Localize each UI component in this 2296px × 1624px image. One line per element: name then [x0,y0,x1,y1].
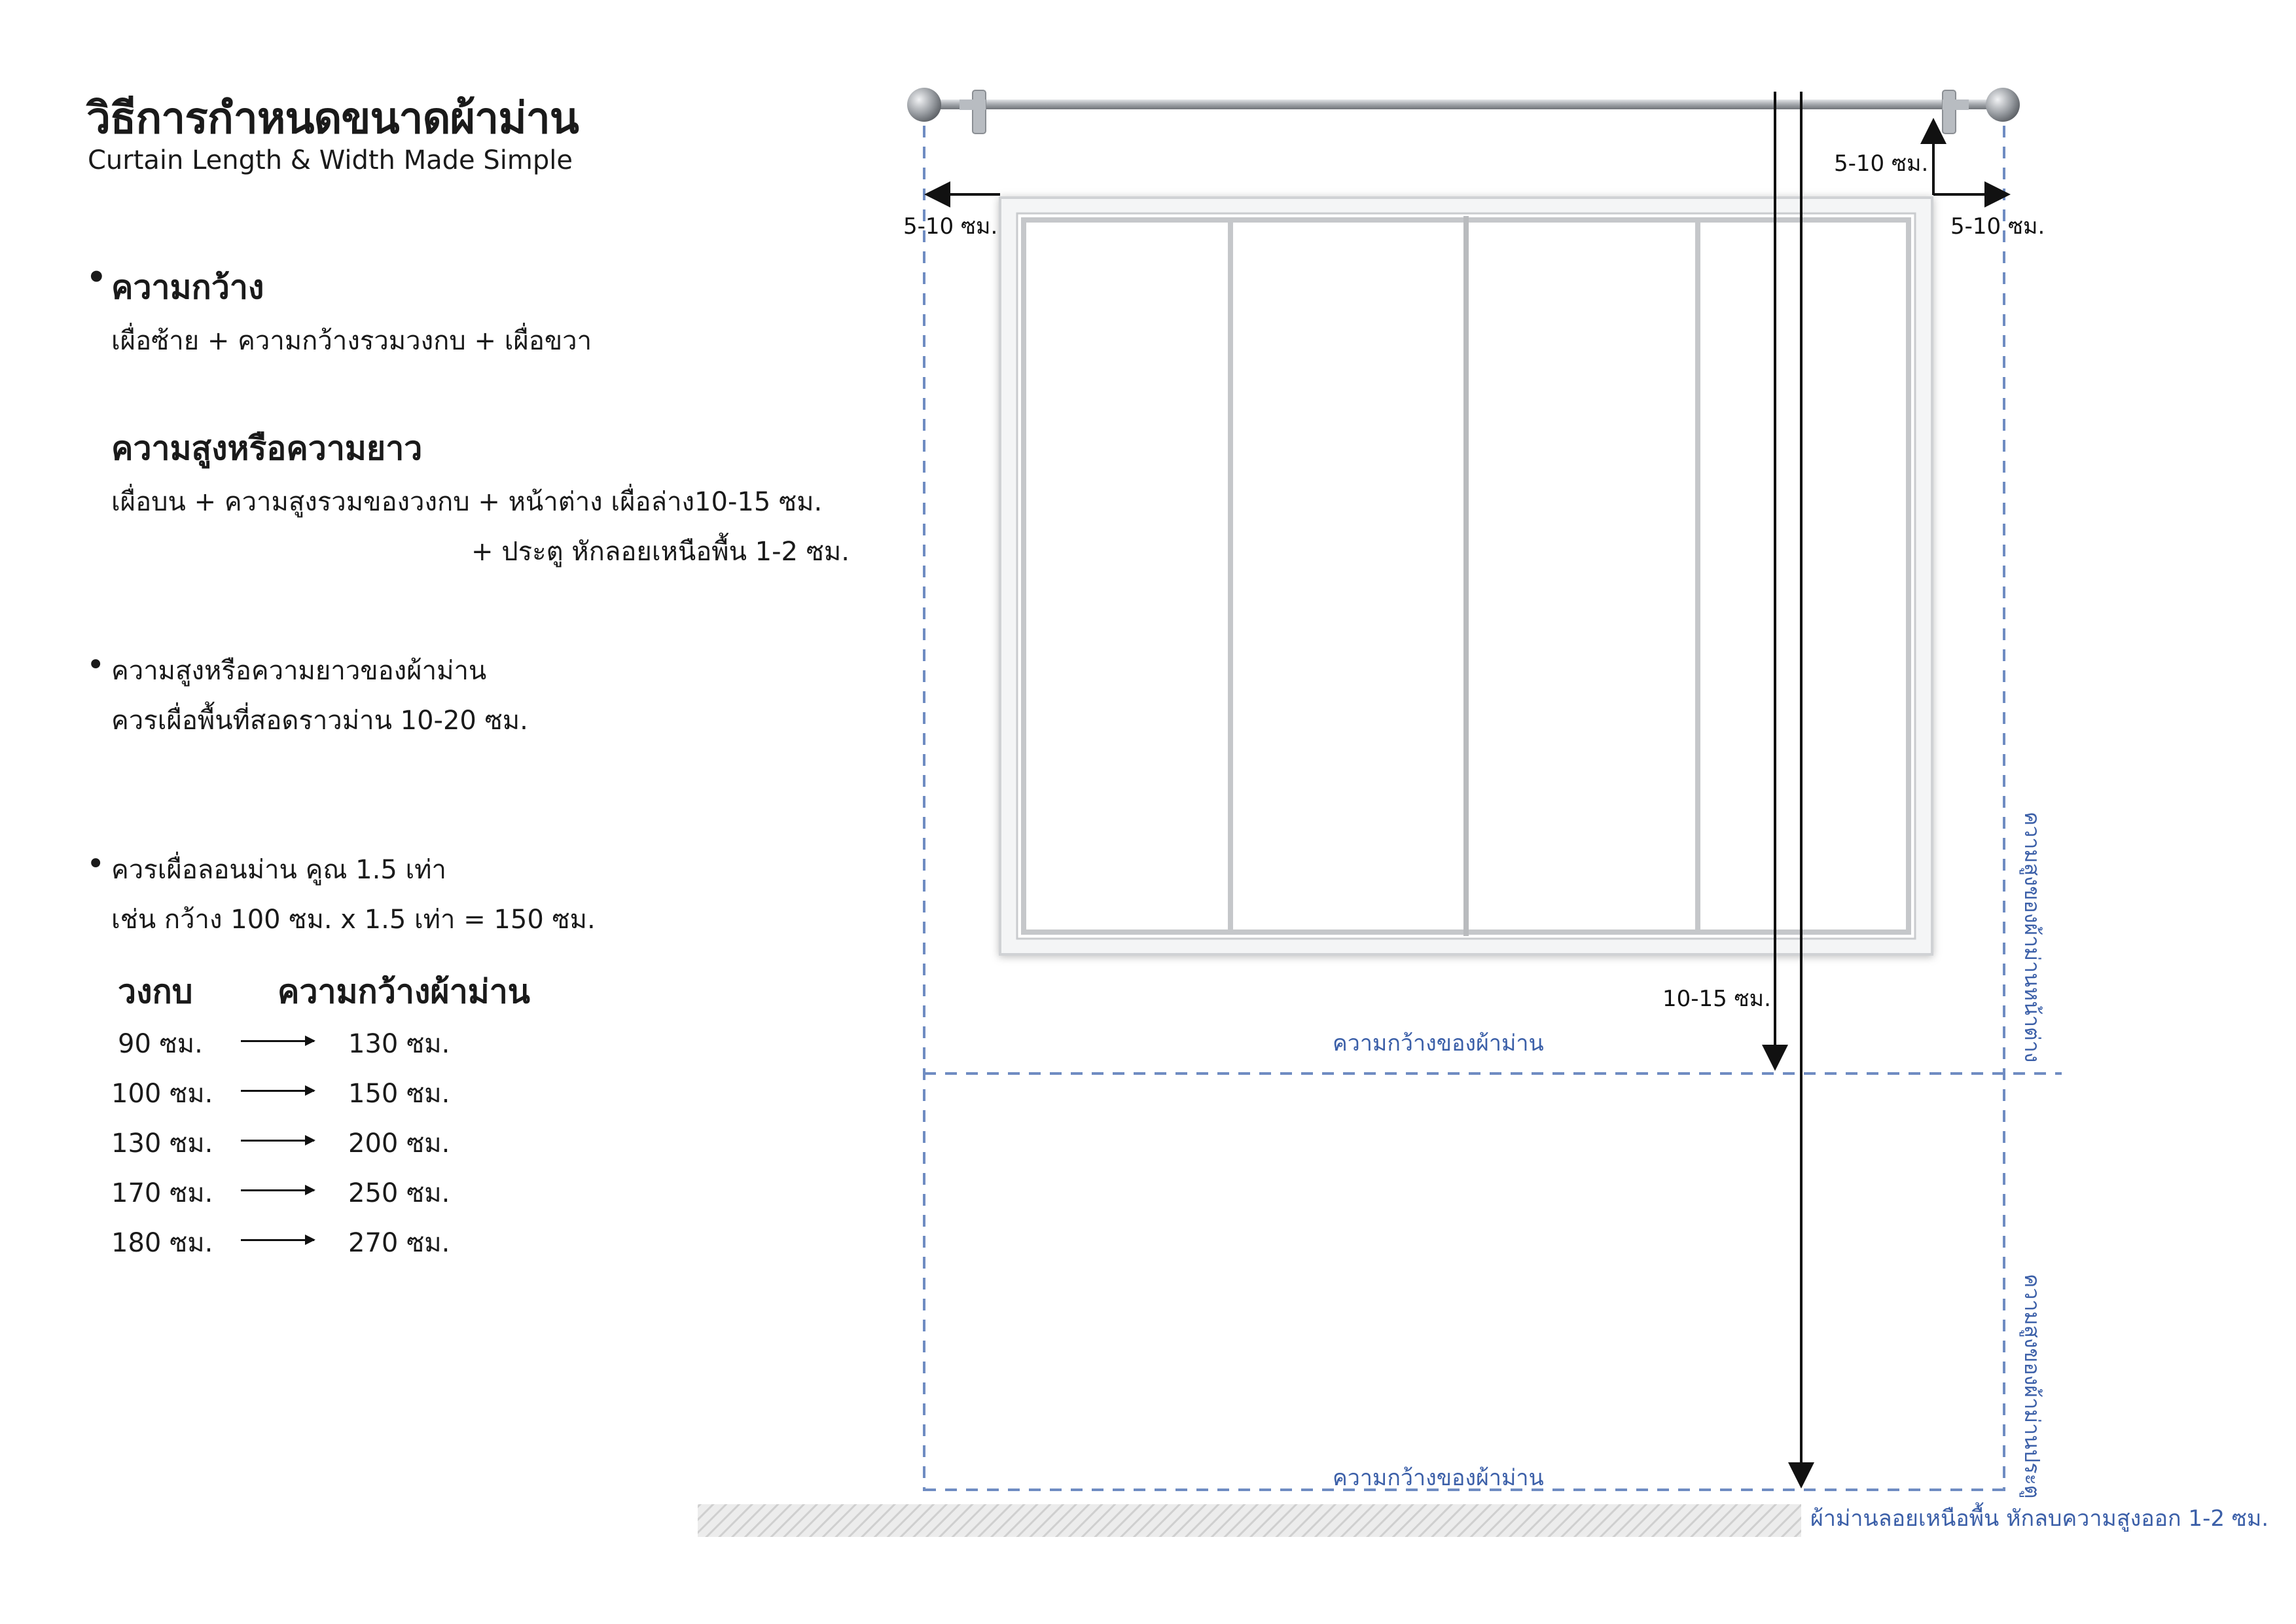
rod-bar [916,99,2016,109]
window-curtain-width-label: ความกว้างของผ้าม่าน [1333,1030,1544,1056]
window-pane [1466,220,1702,932]
height-formula-line2: + ประตู หักลอยเหนือพื้น 1-2 ซม. [471,537,850,567]
door-curtain-height-label: ความสูงของผ้าม่านประตู [2020,1274,2045,1499]
height-formula-line1: เผื่อบน + ความสูงรวมของวงกบ + หน้าต่าง เผื่อล่าง10-15 ซม. [111,487,823,517]
fullness-note-line2: เช่น กว้าง 100 ซม. x 1.5 เท่า = 150 ซม. [111,905,596,935]
floor-hatch [698,1504,1801,1537]
table-row-curtain: 150 ซม. [348,1079,450,1109]
table-row-frame: 100 ซม. [111,1079,213,1109]
rod-bracket-left [973,90,986,134]
window-curtain-height-label: ความสูงของผ้าม่านหน้าต่าง [2020,812,2045,1063]
door-curtain-width-label: ความกว้างของผ้าม่าน [1333,1465,1544,1491]
table-header-curtain-width: ความกว้างผ้าม่าน [278,973,530,1011]
table-row-curtain: 130 ซม. [348,1029,450,1059]
rod-finial-right [1986,88,2020,122]
page-title: วิธีการกำหนดขนาดผ้าม่าน [86,93,579,143]
fullness-note-line1: • ควรเผื่อลอนม่าน คูณ 1.5 เท่า [111,848,446,890]
bottom-margin-label: 10-15 ซม. [1662,986,1771,1012]
table-row-frame: 90 ซม. [118,1029,203,1059]
width-heading: • ความกว้าง [111,262,264,314]
curtain-rod [907,88,2020,134]
rod-bracket-left-arm [960,99,986,110]
table-row-frame: 130 ซม. [111,1128,213,1159]
page-subtitle: Curtain Length & Width Made Simple [88,145,573,175]
height-heading: ความสูงหรือความยาว [111,429,423,467]
table-row-curtain: 200 ซม. [348,1128,450,1159]
width-formula: เผื่อซ้าย + ความกว้างรวมวงกบ + เผื่อขวา [111,326,592,356]
rod-bracket-right-arm [1943,99,1969,110]
rod-bracket-right [1943,90,1956,134]
window-pane [1230,220,1466,932]
right-margin-label: 5-10 ซม. [1950,213,2045,240]
table-header-frame: วงกบ [118,973,193,1011]
table-row-frame: 180 ซม. [111,1228,213,1258]
table-row-curtain: 250 ซม. [348,1178,450,1208]
rod-note-line1: • ความสูงหรือความยาวของผ้าม่าน [111,649,486,691]
table-row-curtain: 270 ซม. [348,1228,450,1258]
top-margin-label: 5-10 ซม. [1834,151,1929,177]
window-frame [1000,198,1932,954]
floor-note-label: ผ้าม่านลอยเหนือพื้น หักลบความสูงออก 1-2 ซม. [1810,1506,2269,1532]
table-row-frame: 170 ซม. [111,1178,213,1208]
window-pane [1698,220,1909,932]
left-margin-label: 5-10 ซม. [903,213,998,240]
rod-finial-left [907,88,941,122]
rod-note-line2: ควรเผื่อพื้นที่สอดราวม่าน 10-20 ซม. [111,706,528,736]
window-pane [1024,220,1234,932]
